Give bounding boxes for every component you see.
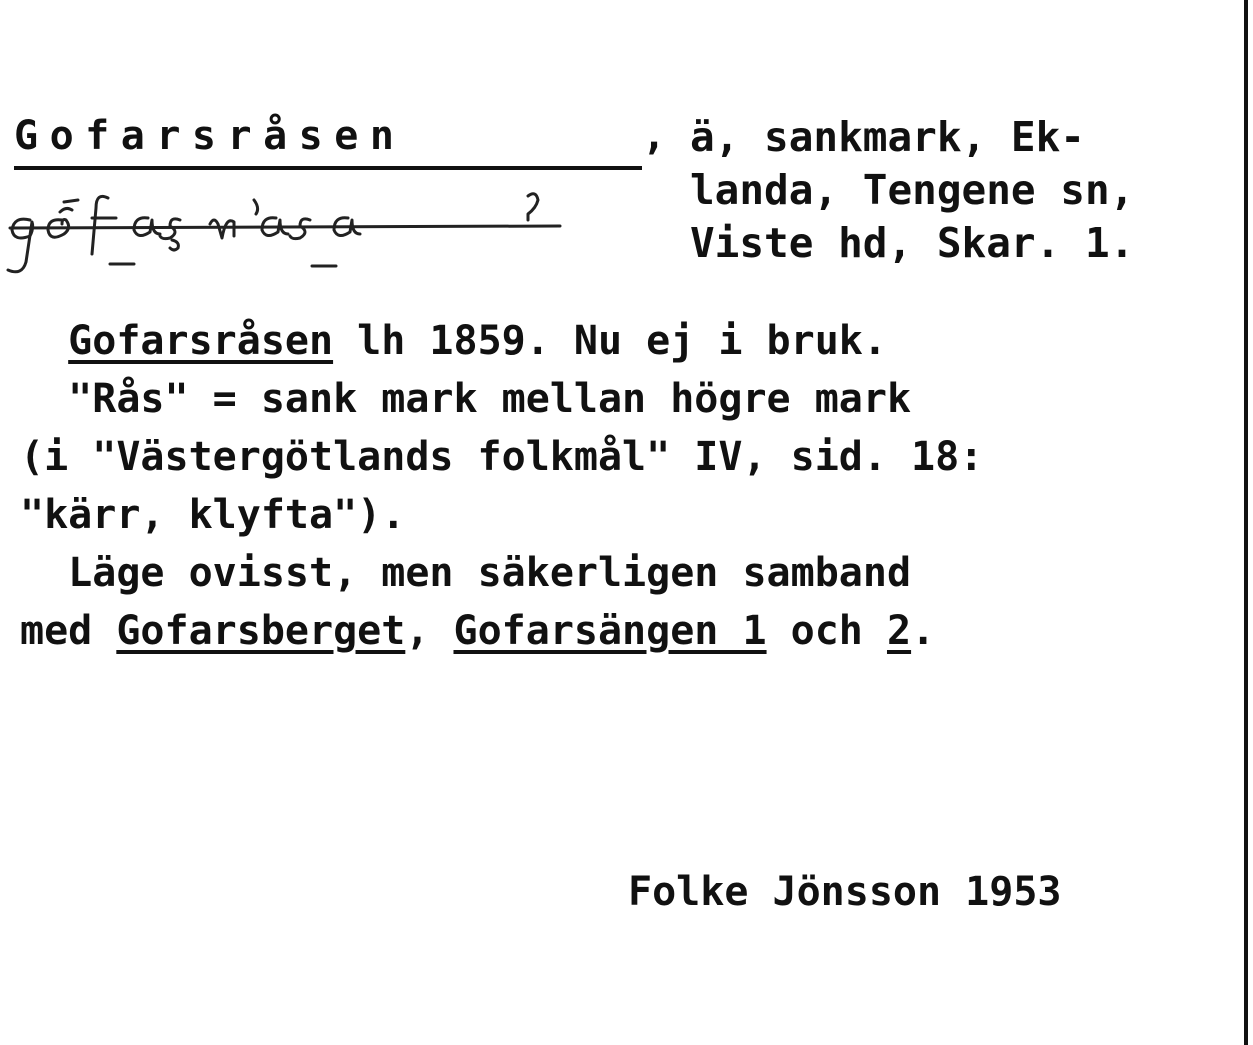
body-line-4: "kärr, klyfta").	[20, 492, 406, 538]
ref-gofarsangen-1: Gofarsängen 1	[453, 608, 767, 654]
headword: Gofarsråsen	[14, 113, 406, 159]
body-line-5: Läge ovisst, men säkerligen samband	[68, 550, 912, 596]
card-body	[20, 312, 983, 660]
body-line-1: lh 1859. Nu ej i bruk.	[333, 318, 887, 364]
card-edge-line	[1244, 0, 1248, 1045]
header-line-2: landa, Tengene sn,	[690, 166, 1135, 214]
body-line-6-prefix: med	[20, 608, 117, 654]
handwritten-pronunciation-note	[0, 180, 580, 300]
signature: Folke Jönsson 1953	[628, 869, 1062, 915]
header-line-3: Viste hd, Skar. 1.	[690, 219, 1135, 267]
body-line-6-mid: och	[766, 608, 887, 654]
ref-gofarsberget: Gofarsberget	[116, 608, 406, 654]
ref-gofarsangen-2: 2	[886, 608, 912, 654]
body-line-6-sep: ,	[405, 608, 454, 654]
body-line-3: (i "Västergötlands folkmål" IV, sid. 18:	[20, 434, 984, 480]
headword-underline	[14, 166, 642, 170]
ref-gofarsrasen: Gofarsråsen	[68, 318, 334, 364]
header-info	[690, 111, 1134, 270]
header-line-1: ä, sankmark, Ek-	[690, 113, 1085, 161]
body-line-6-end: .	[911, 608, 936, 654]
body-line-2: "Rås" = sank mark mellan högre mark	[68, 376, 912, 422]
headword-comma: ,	[642, 113, 667, 159]
